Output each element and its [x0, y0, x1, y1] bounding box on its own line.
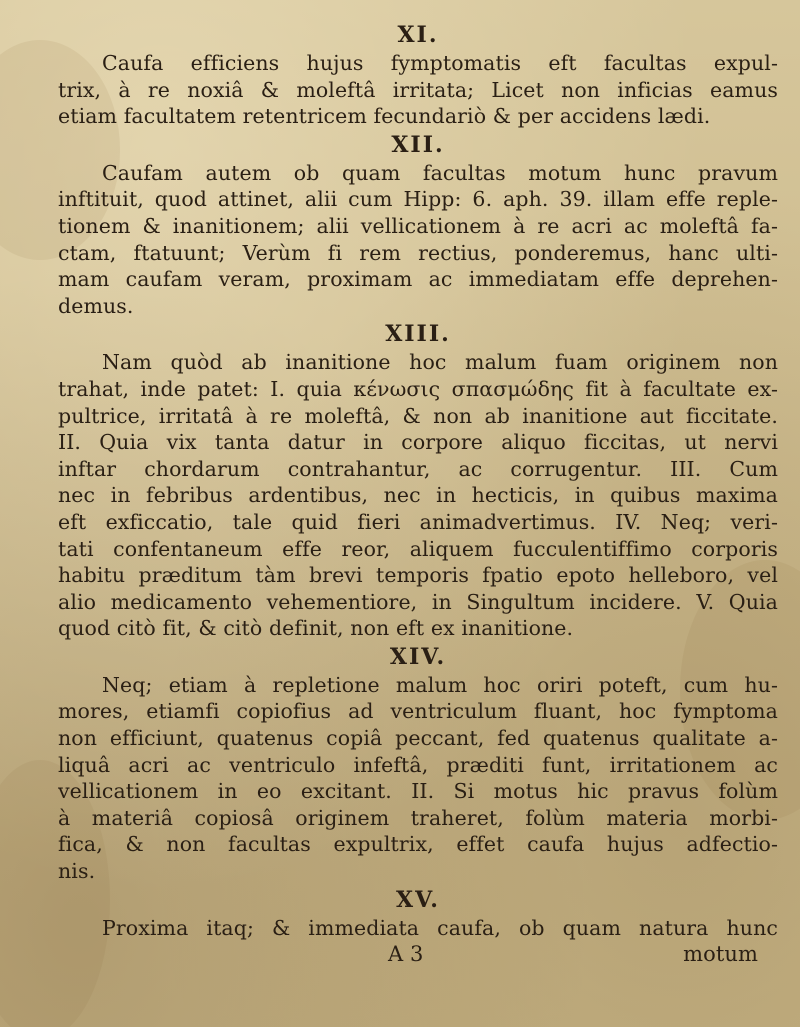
text-line: II. Quia vix tanta datur in corpore aliquo ficcitas, ut nervi: [58, 430, 778, 455]
text-line: tionem & inanitionem; alii vellicationem à re acri ac moleftâ fa-: [58, 213, 778, 238]
text-line: liquâ acri ac ventriculo infeftâ, præditi funt, irritationem ac: [58, 752, 778, 777]
text-line: fica, & non facultas expultrix, effet caufa hujus adfectio-: [58, 832, 778, 857]
text-line: à materiâ copiosâ originem traheret, folùm materia morbi-: [58, 805, 778, 830]
page-footer: [58, 941, 778, 967]
section-heading-xv: XV.: [396, 886, 440, 913]
text-line: etiam facultatem retentricem fecundariò & per accidens lædi.: [58, 104, 711, 129]
text-line: trix, à re noxiâ & moleftâ irritata; Licet non inficias eamus: [58, 77, 778, 102]
section-heading-xi: XI.: [397, 22, 439, 48]
text-line: eft exficcatio, tale quid fieri animadvertimus. IV. Neq; veri-: [58, 509, 778, 534]
catchword: motum: [683, 942, 758, 967]
text-line: trahat, inde patet: I. quia κένωσις σπασμώδης fit à facultate ex-: [58, 376, 778, 401]
text-line: vellicationem in eo excitant. II. Si motus hic pravus folùm: [58, 779, 778, 804]
text-line: alio medicamento vehementiore, in Singultum incidere. V. Quia: [58, 589, 778, 614]
text-line: Nam quòd ab inanitione hoc malum fuam originem non: [102, 350, 778, 375]
text-line: inftar chordarum contrahantur, ac corrugentur. III. Cum: [58, 456, 778, 481]
text-line: habitu præditum tàm brevi temporis fpatio epoto helleboro, vel: [58, 563, 778, 588]
text-line: Proxima itaq; & immediata caufa, ob quam natura hunc: [102, 915, 778, 940]
text-line: demus.: [58, 293, 134, 318]
text-line: nis.: [58, 859, 96, 884]
text-line: mam caufam veram, proximam ac immediatam effe deprehen-: [58, 267, 778, 292]
text-line: nec in febribus ardentibus, nec in hecticis, in quibus maxima: [58, 483, 778, 508]
text-line: ctam, ftatuunt; Verùm fi rem rectius, ponderemus, hanc ulti-: [58, 240, 778, 265]
text-line: non efficiunt, quatenus copiâ peccant, fed quatenus qualitate a-: [58, 726, 778, 751]
text-line: quod citò fit, & citò definit, non eft ex inanitione.: [58, 616, 574, 641]
text-line: tati confentaneum effe reor, aliquem fucculentiffimo corporis: [58, 536, 778, 561]
section-heading-xii: XII.: [391, 131, 445, 158]
text-line: Caufa efficiens hujus fymptomatis eft facultas expul-: [102, 51, 778, 75]
section-heading-xiv: XIV.: [389, 643, 447, 670]
text-block: [58, 20, 778, 967]
text-line: Caufam autem ob quam facultas motum hunc pravum: [102, 160, 778, 185]
signature-mark: A 3: [388, 942, 424, 967]
text-line: Neq; etiam à repletione malum hoc oriri poteft, cum hu-: [102, 672, 778, 697]
section-heading-xiii: XIII.: [385, 321, 451, 348]
text-line: mores, etiamfi copiofius ad ventriculum fluant, hoc fymptoma: [58, 699, 778, 724]
text-line: inftituit, quod attinet, alii cum Hipp: 6. aph. 39. illam effe reple-: [58, 187, 778, 212]
text-line: pultrice, irritatâ à re moleftâ, & non ab inanitione aut ficcitate.: [58, 403, 778, 428]
